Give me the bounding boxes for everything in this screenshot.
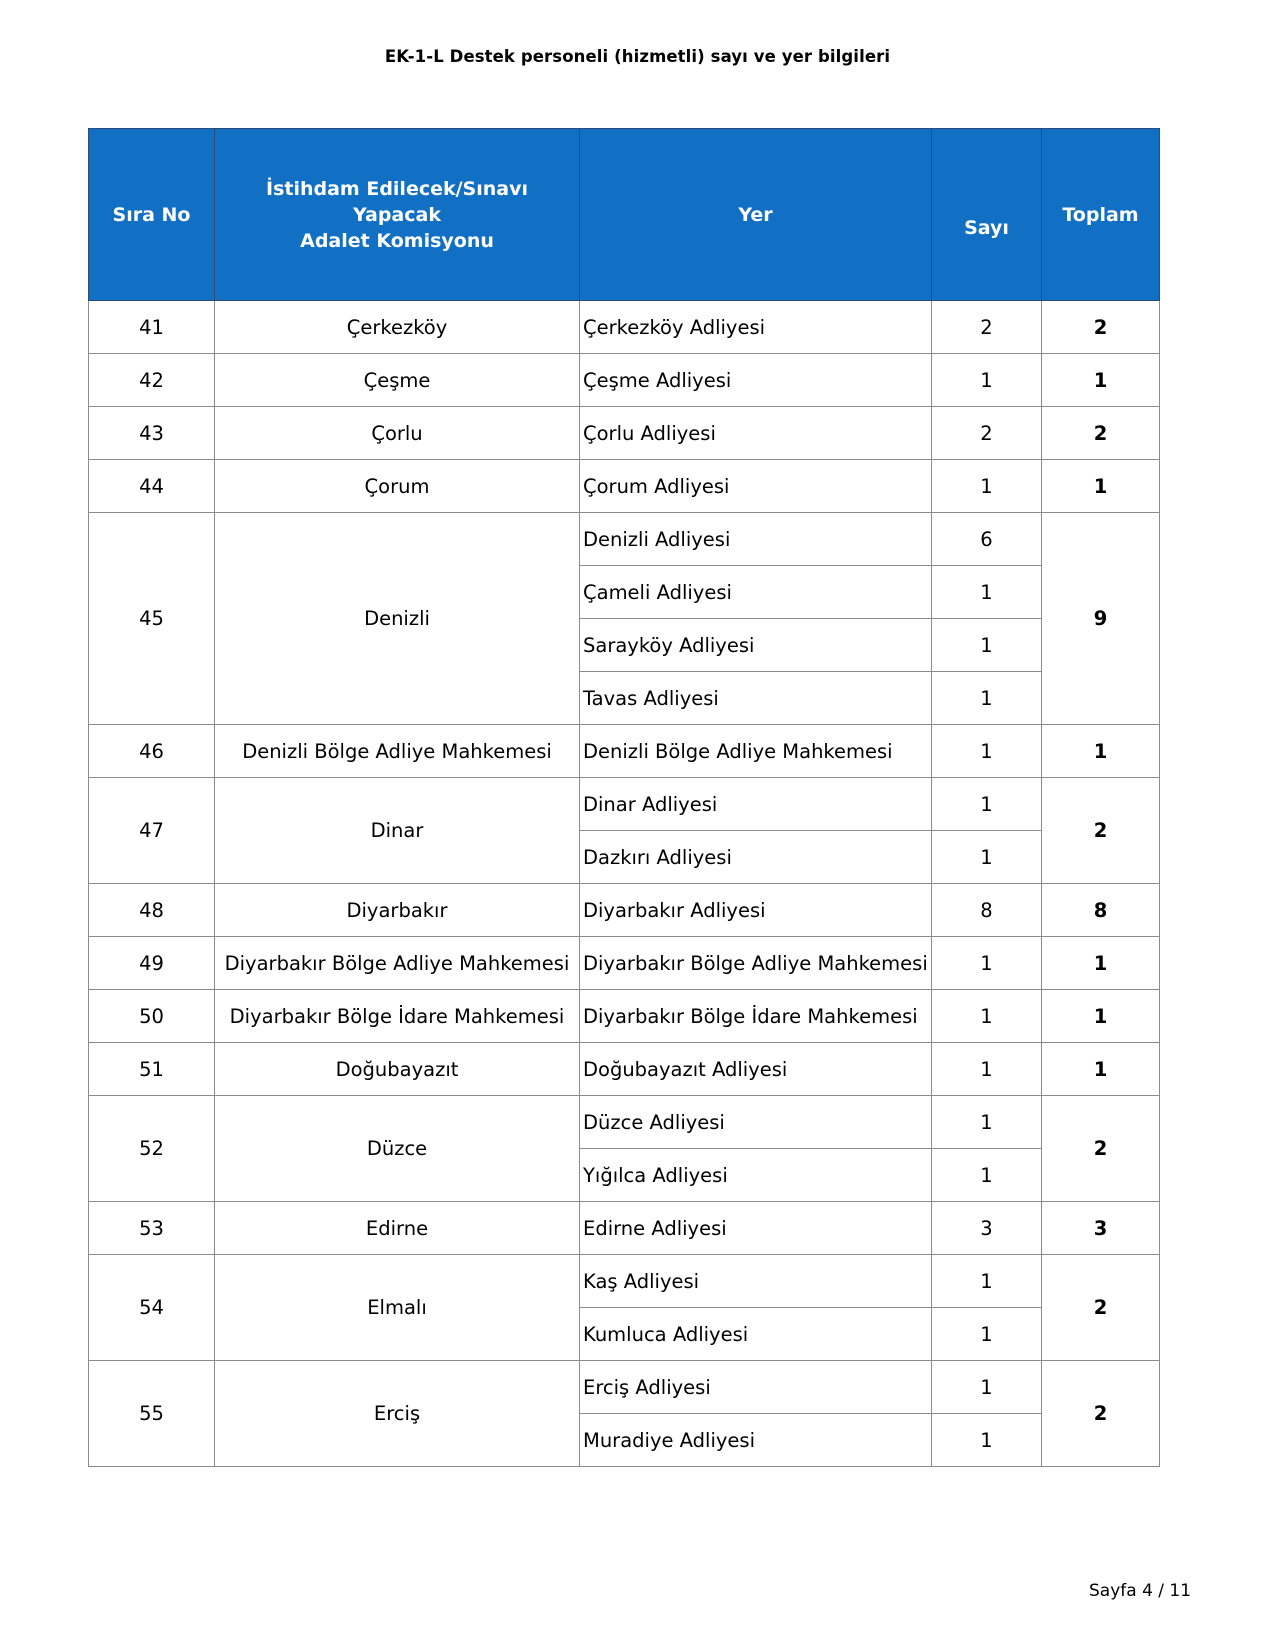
document-title: EK-1-L Destek personeli (hizmetli) sayı ve yer bilgileri: [384, 47, 891, 66]
table-row: [89, 884, 1160, 937]
toplam-cell: 9: [1042, 513, 1160, 725]
yer-cell: Yığılca Adliyesi: [580, 1149, 932, 1202]
sira-no-cell: 53: [89, 1202, 215, 1255]
sayi-cell: 1: [932, 1043, 1042, 1096]
yer-cell: Çorum Adliyesi: [580, 460, 932, 513]
header-sira-no: Sıra No: [89, 129, 215, 301]
yer-cell: Çerkezköy Adliyesi: [580, 301, 932, 354]
komisyon-cell: Denizli: [215, 513, 580, 725]
yer-cell: Dinar Adliyesi: [580, 778, 932, 831]
sira-no-cell: 41: [89, 301, 215, 354]
toplam-cell: 1: [1042, 1043, 1160, 1096]
sayi-cell: 1: [932, 778, 1042, 831]
table-row: [89, 937, 1160, 990]
sayi-cell: 1: [932, 1255, 1042, 1308]
komisyon-cell: Erciş: [215, 1361, 580, 1467]
header-sayi: Sayı: [932, 129, 1042, 301]
toplam-cell: 1: [1042, 937, 1160, 990]
sayi-cell: 1: [932, 831, 1042, 884]
yer-cell: Erciş Adliyesi: [580, 1361, 932, 1414]
yer-cell: Denizli Bölge Adliye Mahkemesi: [580, 725, 932, 778]
komisyon-cell: Çorlu: [215, 407, 580, 460]
yer-cell: Diyarbakır Bölge İdare Mahkemesi: [580, 990, 932, 1043]
komisyon-cell: Çerkezköy: [215, 301, 580, 354]
sayi-cell: 1: [932, 937, 1042, 990]
yer-cell: Doğubayazıt Adliyesi: [580, 1043, 932, 1096]
toplam-cell: 2: [1042, 778, 1160, 884]
sayi-cell: 1: [932, 566, 1042, 619]
yer-cell: Kaş Adliyesi: [580, 1255, 932, 1308]
komisyon-cell: Düzce: [215, 1096, 580, 1202]
table-row: [89, 407, 1160, 460]
toplam-cell: 1: [1042, 990, 1160, 1043]
sayi-cell: 1: [932, 619, 1042, 672]
header-komisyon-line-3: Adalet Komisyonu: [300, 229, 494, 252]
table-row: [89, 725, 1160, 778]
yer-cell: Denizli Adliyesi: [580, 513, 932, 566]
komisyon-cell: Diyarbakır Bölge Adliye Mahkemesi: [215, 937, 580, 990]
sira-no-cell: 50: [89, 990, 215, 1043]
table-row: [89, 1361, 1160, 1414]
sayi-cell: 2: [932, 407, 1042, 460]
sira-no-cell: 43: [89, 407, 215, 460]
table-row: [89, 1043, 1160, 1096]
page-number: Sayfa 4 / 11: [1089, 1581, 1192, 1601]
toplam-cell: 2: [1042, 301, 1160, 354]
header-toplam: Toplam: [1042, 129, 1160, 301]
sayi-cell: 1: [932, 672, 1042, 725]
toplam-cell: 1: [1042, 725, 1160, 778]
sira-no-cell: 46: [89, 725, 215, 778]
toplam-cell: 2: [1042, 1361, 1160, 1467]
toplam-cell: 1: [1042, 460, 1160, 513]
table-row: [89, 513, 1160, 566]
sira-no-cell: 54: [89, 1255, 215, 1361]
yer-cell: Çorlu Adliyesi: [580, 407, 932, 460]
yer-cell: Muradiye Adliyesi: [580, 1414, 932, 1467]
yer-cell: Çeşme Adliyesi: [580, 354, 932, 407]
toplam-cell: 1: [1042, 354, 1160, 407]
sira-no-cell: 48: [89, 884, 215, 937]
sira-no-cell: 47: [89, 778, 215, 884]
sayi-cell: 1: [932, 354, 1042, 407]
table-row: [89, 301, 1160, 354]
toplam-cell: 2: [1042, 407, 1160, 460]
table-row: [89, 778, 1160, 831]
komisyon-cell: Diyarbakır Bölge İdare Mahkemesi: [215, 990, 580, 1043]
komisyon-cell: Denizli Bölge Adliye Mahkemesi: [215, 725, 580, 778]
sayi-cell: 1: [932, 725, 1042, 778]
header-yer: Yer: [580, 129, 932, 301]
komisyon-cell: Dinar: [215, 778, 580, 884]
table-row: [89, 460, 1160, 513]
header-komisyon: [215, 129, 580, 301]
sayi-cell: 1: [932, 1414, 1042, 1467]
sayi-cell: 1: [932, 1149, 1042, 1202]
sira-no-cell: 49: [89, 937, 215, 990]
yer-cell: Diyarbakır Adliyesi: [580, 884, 932, 937]
sayi-cell: 1: [932, 990, 1042, 1043]
sira-no-cell: 42: [89, 354, 215, 407]
yer-cell: Sarayköy Adliyesi: [580, 619, 932, 672]
sayi-cell: 1: [932, 1096, 1042, 1149]
toplam-cell: 8: [1042, 884, 1160, 937]
sira-no-cell: 52: [89, 1096, 215, 1202]
header-komisyon-line-1: İstihdam Edilecek/Sınavı: [266, 177, 528, 200]
sayi-cell: 1: [932, 1308, 1042, 1361]
yer-cell: Tavas Adliyesi: [580, 672, 932, 725]
sayi-cell: 6: [932, 513, 1042, 566]
komisyon-cell: Edirne: [215, 1202, 580, 1255]
yer-cell: Çameli Adliyesi: [580, 566, 932, 619]
personnel-table: [88, 128, 1160, 1467]
table-header-row: [89, 129, 1160, 301]
toplam-cell: 2: [1042, 1255, 1160, 1361]
header-komisyon-line-2: Yapacak: [353, 203, 441, 226]
toplam-cell: 3: [1042, 1202, 1160, 1255]
komisyon-cell: Diyarbakır: [215, 884, 580, 937]
komisyon-cell: Çeşme: [215, 354, 580, 407]
table-body: [89, 301, 1160, 1467]
yer-cell: Diyarbakır Bölge Adliye Mahkemesi: [580, 937, 932, 990]
table-row: [89, 354, 1160, 407]
komisyon-cell: Çorum: [215, 460, 580, 513]
komisyon-cell: Doğubayazıt: [215, 1043, 580, 1096]
sira-no-cell: 55: [89, 1361, 215, 1467]
sayi-cell: 8: [932, 884, 1042, 937]
sira-no-cell: 45: [89, 513, 215, 725]
sayi-cell: 3: [932, 1202, 1042, 1255]
yer-cell: Düzce Adliyesi: [580, 1096, 932, 1149]
yer-cell: Kumluca Adliyesi: [580, 1308, 932, 1361]
sira-no-cell: 51: [89, 1043, 215, 1096]
sayi-cell: 1: [932, 1361, 1042, 1414]
komisyon-cell: Elmalı: [215, 1255, 580, 1361]
yer-cell: Dazkırı Adliyesi: [580, 831, 932, 884]
yer-cell: Edirne Adliyesi: [580, 1202, 932, 1255]
sayi-cell: 2: [932, 301, 1042, 354]
toplam-cell: 2: [1042, 1096, 1160, 1202]
table-row: [89, 990, 1160, 1043]
table-row: [89, 1202, 1160, 1255]
table-row: [89, 1255, 1160, 1308]
sayi-cell: 1: [932, 460, 1042, 513]
table-row: [89, 1096, 1160, 1149]
sira-no-cell: 44: [89, 460, 215, 513]
